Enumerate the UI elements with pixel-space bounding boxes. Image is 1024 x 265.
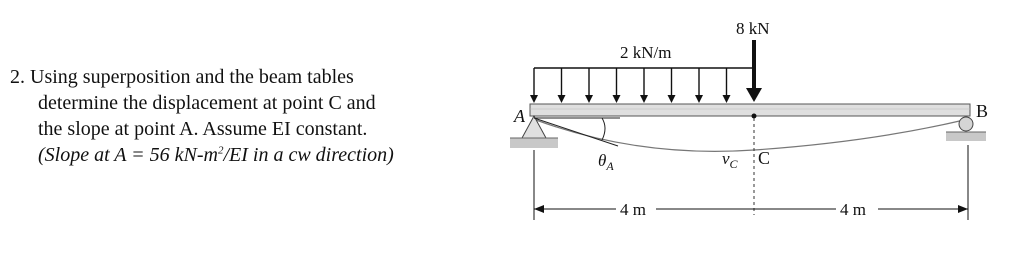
distributed-load-label: 2 kN/m — [620, 43, 672, 62]
problem-text-2: determine the displacement at point C and — [38, 92, 376, 114]
udl-arrow-head — [695, 95, 703, 103]
span-left-label: 4 m — [620, 200, 646, 219]
problem-line-1 — [10, 64, 480, 90]
beam — [530, 104, 970, 116]
udl-arrow-head — [723, 95, 731, 103]
udl-arrow-head — [668, 95, 676, 103]
answer-note — [10, 142, 480, 168]
udl-arrow-head — [558, 95, 566, 103]
problem-statement — [10, 64, 480, 168]
deflected-shape — [536, 120, 964, 151]
beam-diagram — [490, 0, 1010, 265]
point-a-label: A — [514, 106, 525, 126]
answer-prefix: (Slope at A = 56 kN-m — [38, 144, 218, 166]
problem-text-3: the slope at point A. Assume EI constant. — [38, 118, 368, 140]
udl-arrow-head — [640, 95, 648, 103]
answer-suffix: /EI in a cw direction) — [223, 144, 394, 166]
point-load-label: 8 kN — [736, 19, 770, 38]
point-load-arrow — [746, 40, 762, 102]
v-c-label: $v_C$ — [722, 149, 738, 171]
distributed-load — [530, 68, 754, 103]
point-c-dot — [752, 114, 757, 119]
point-b-label: B — [976, 101, 989, 121]
udl-arrow-head — [613, 95, 621, 103]
answer-exponent: 2 — [217, 144, 224, 157]
udl-arrow-head — [585, 95, 593, 103]
span-right-label: 4 m — [840, 200, 866, 219]
problem-number: 2. — [10, 66, 25, 88]
udl-arrow-head — [530, 95, 538, 103]
point-c-label: C — [758, 148, 771, 168]
problem-text-1: Using superposition and the beam tables — [30, 66, 354, 88]
theta-a-label: $\theta_A$ — [598, 151, 614, 173]
